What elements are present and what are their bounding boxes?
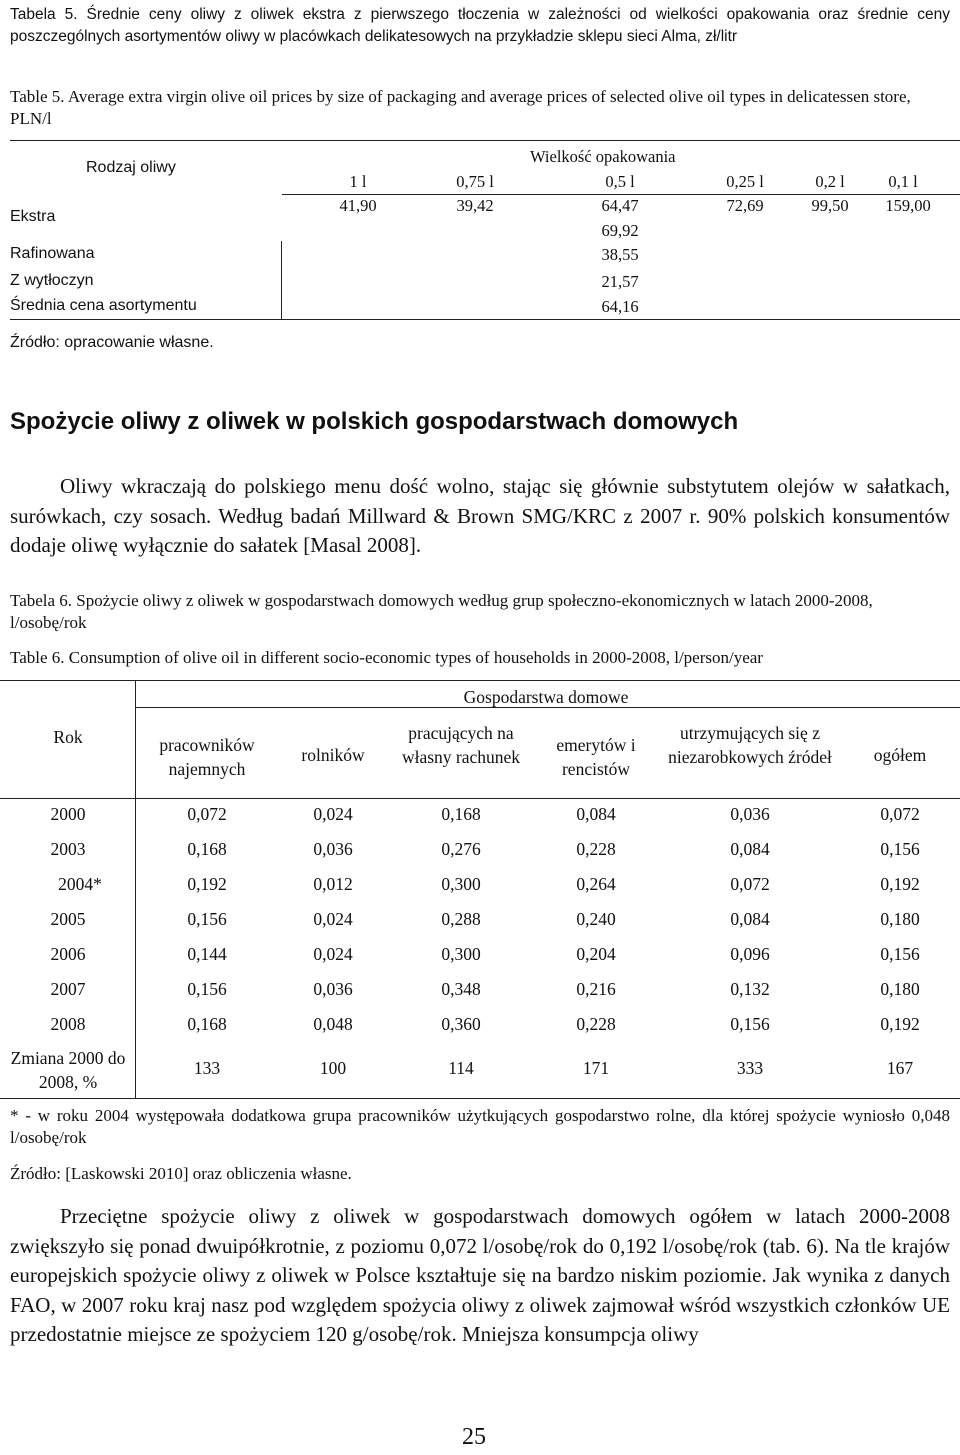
table6-cell: 0,180 — [880, 909, 920, 929]
table6-col-utrzymujacych-label: utrzymujących się z niezarobkowych źródeł — [668, 723, 832, 767]
table5-ekstra-avg: 69,92 — [601, 221, 639, 240]
table6-caption-en: Table 6. Consumption of olive oil in different socio-economic types of households in 2000-2008, l/person/year — [10, 648, 763, 667]
table6-cell: 0,288 — [441, 909, 481, 929]
table6-change-cell: 171 — [582, 1058, 610, 1078]
table6-change-label — [8, 1046, 128, 1094]
table6-cell: 0,192 — [187, 874, 227, 894]
table6-top-rule — [0, 680, 960, 681]
table6-change-cell: 333 — [736, 1058, 764, 1078]
table5-ekstra-01l: 159,00 — [885, 196, 931, 215]
table6-change-cell: 100 — [319, 1058, 347, 1078]
table6-cell: 0,084 — [730, 909, 770, 929]
table6-source: Źródło: [Laskowski 2010] oraz obliczenia własne. — [10, 1164, 352, 1183]
table5-wytloczyn-value: 21,57 — [601, 272, 639, 291]
paragraph-1: Oliwy wkraczają do polskiego menu dość wolno, stając się głównie substytutem olejów w sałatkach, surówkach, czy sosach. Według badań Millward & Brown SMG/KRC z 2007 r. 90% polskich konsumentów dodaje oliwę wyłącznie do sałatek [Masal 2008]. — [10, 474, 950, 557]
table6-cell: 0,360 — [441, 1014, 481, 1034]
table6-cell: 0,036 — [730, 804, 770, 824]
table5-size-1l: 1 l — [349, 172, 367, 191]
page-number: 25 — [462, 1424, 486, 1450]
table6-cell: 0,036 — [313, 839, 353, 859]
table6-cell: 0,084 — [576, 804, 616, 824]
table6-col-pracujacych — [394, 721, 529, 769]
table6-col-pracujacych-label: pracujących na własny rachunek — [401, 723, 521, 767]
table6-change-cell: 167 — [886, 1058, 914, 1078]
table6-cell: 0,264 — [576, 874, 616, 894]
table6-cell: 0,036 — [313, 979, 353, 999]
table5-srednia-value: 64,16 — [601, 297, 639, 316]
table5-size-01l: 0,1 l — [888, 172, 918, 191]
table5-rafinowana-value: 38,55 — [601, 245, 639, 264]
table6-cell: 0,024 — [313, 944, 353, 964]
table6-cell: 0,240 — [576, 909, 616, 929]
table6-col-emerytow-label: emerytów i rencistów — [556, 735, 636, 779]
table6-cell: 0,192 — [880, 874, 920, 894]
table5-header-type: Rodzaj oliwy — [86, 159, 176, 176]
table6-year-header: Rok — [53, 727, 83, 747]
section-heading: Spożycie oliwy z oliwek w polskich gospodarstwach domowych — [10, 408, 739, 435]
table6-cell: 0,024 — [313, 804, 353, 824]
table6-cell: 0,216 — [576, 979, 616, 999]
table6-cell: 0,072 — [880, 804, 920, 824]
table6-cell: 0,180 — [880, 979, 920, 999]
table6-cell: 0,192 — [880, 1014, 920, 1034]
table5-size-025l: 0,25 l — [726, 172, 764, 191]
table6-cell: 0,084 — [730, 839, 770, 859]
table5-ekstra-05l: 64,47 — [601, 196, 639, 215]
table5-rafinowana-label: Rafinowana — [10, 245, 95, 262]
table5-source: Źródło: opracowanie własne. — [10, 334, 214, 351]
table6-cell: 0,168 — [187, 839, 227, 859]
table6-cell: 0,156 — [880, 944, 920, 964]
table6-cell: 0,204 — [576, 944, 616, 964]
table6-cell: 0,276 — [441, 839, 481, 859]
table6-footnote: * - w roku 2004 występowała dodatkowa grupa pracowników użytkujących gospodarstwo rolne, dla której spożycie wyniosło 0,048 l/osobę/rok — [10, 1106, 950, 1147]
table6-cell: 0,132 — [730, 979, 770, 999]
table5-caption-pl: Tabela 5. Średnie ceny oliwy z oliwek ekstra z pierwszego tłoczenia w zależności od wielkości opakowania oraz średnie ceny poszczególnych asortymentów oliwy w placówkach delikatesowych na przykładzie sklepu sieci Alma, zł/litr — [10, 6, 950, 45]
table6-cell: 0,168 — [187, 1014, 227, 1034]
table6-cell: 0,072 — [730, 874, 770, 894]
table5-header-size: Wielkość opakowania — [530, 147, 676, 166]
table6-group-header: Gospodarstwa domowe — [463, 687, 629, 707]
table6-caption-pl: Tabela 6. Spożycie oliwy z oliwek w gospodarstwach domowych według grup społeczno-ekonomicznych w latach 2000-2008, l/osobę/rok — [10, 591, 873, 632]
table6-row-year: 2007 — [50, 979, 86, 999]
table5-size-075l: 0,75 l — [456, 172, 494, 191]
table6-cell: 0,348 — [441, 979, 481, 999]
table6-change-cell: 114 — [448, 1058, 474, 1078]
table5-size-05l: 0,5 l — [605, 172, 635, 191]
table6-row-year: 2006 — [50, 944, 86, 964]
table6-cell: 0,156 — [880, 839, 920, 859]
table5-caption-en: Table 5. Average extra virgin olive oil prices by size of packaging and average prices of selected olive oil types in delicatessen store, PLN/l — [10, 87, 911, 128]
table6-cell: 0,228 — [576, 839, 616, 859]
table6-cell: 0,156 — [730, 1014, 770, 1034]
table6-bottom-rule — [0, 1098, 960, 1099]
paragraph-2: Przeciętne spożycie oliwy z oliwek w gospodarstwach domowych ogółem w latach 2000-2008 zwiększyło się ponad dwuipółkrotnie, z poziomu 0,072 l/osobę/rok do 0,192 l/osobę/rok (tab. 6). Na tle krajów europejskich spożycie oliwy z oliwek w Polsce kształtuje się na bardzo niskim poziomie. Jak wynika z danych FAO, w 2007 roku kraj nasz pod względem spożycia oliwy z oliwek zajmował wśród wszystkich członków UE przedostatnie miejsce ze spożyciem 120 g/osobę/rok. Mniejsza konsumpcja oliwy — [10, 1204, 950, 1346]
table6-col-emerytow — [541, 733, 651, 781]
table5-ekstra-label: Ekstra — [10, 208, 56, 225]
table6-cell: 0,012 — [313, 874, 353, 894]
table5-wytloczyn-label: Z wytłoczyn — [10, 272, 94, 289]
table6-cell: 0,300 — [441, 874, 481, 894]
table5-ekstra-025l: 72,69 — [726, 196, 764, 215]
table6-cell: 0,024 — [313, 909, 353, 929]
table6-header-rule — [0, 798, 960, 799]
table6-change-cell: 133 — [193, 1058, 221, 1078]
table6-year-divider — [135, 680, 136, 1098]
table6-row-year: 2003 — [50, 839, 86, 859]
table6-cell: 0,156 — [187, 979, 227, 999]
table5-ekstra-075l: 39,42 — [456, 196, 494, 215]
table6-row-year: 2000 — [50, 804, 86, 824]
table6-row-year: 2004* — [58, 874, 102, 894]
table5-size-02l: 0,2 l — [815, 172, 845, 191]
table6-row-year: 2008 — [50, 1014, 86, 1034]
table6-cell: 0,144 — [187, 944, 227, 964]
table6-cell: 0,072 — [187, 804, 227, 824]
table6-col-pracownikow — [142, 733, 272, 781]
table6-cell: 0,096 — [730, 944, 770, 964]
table6-row-year: 2005 — [50, 909, 86, 929]
table5-ekstra-1l: 41,90 — [339, 196, 377, 215]
table6-change-label-text: Zmiana 2000 do 2008, % — [10, 1048, 126, 1092]
table5-ekstra-02l: 99,50 — [811, 196, 849, 215]
table6-cell: 0,228 — [576, 1014, 616, 1034]
table6-col-rolnikow: rolników — [301, 745, 365, 765]
table6-col-ogolem: ogółem — [873, 745, 927, 765]
table6-cell: 0,156 — [187, 909, 227, 929]
table6-cell: 0,168 — [441, 804, 481, 824]
table6-cell: 0,048 — [313, 1014, 353, 1034]
table6-col-pracownikow-label: pracowników najemnych — [159, 735, 255, 779]
table6-cell: 0,300 — [441, 944, 481, 964]
table5-srednia-label: Średnia cena asortymentu — [10, 297, 197, 314]
table6-col-utrzymujacych — [663, 721, 838, 769]
